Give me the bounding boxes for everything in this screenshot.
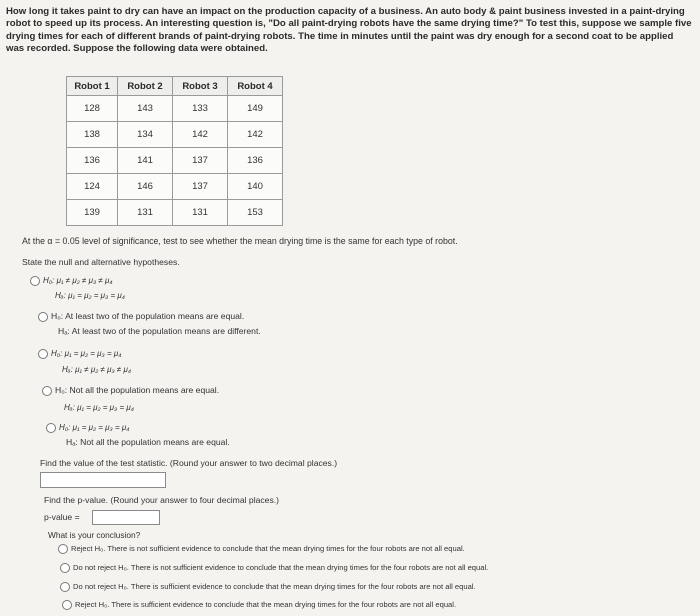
table-row: [67, 200, 283, 226]
hypothesis-option-4[interactable]: [42, 385, 219, 396]
radio-button[interactable]: [42, 386, 52, 396]
test-statistic-input[interactable]: [40, 472, 166, 488]
table-cell: 143: [118, 96, 173, 122]
radio-button[interactable]: [38, 349, 48, 359]
conclusion-option-4[interactable]: Reject H₀. There is sufficient evidence to conclude that the mean drying times for the four robots are not all equal.: [62, 600, 456, 610]
table-row: [67, 96, 283, 122]
significance-text: At the α = 0.05 level of significance, test to see whether the mean drying time is the same for each type of robot.: [22, 236, 458, 246]
table-cell: 128: [67, 96, 118, 122]
table-cell: 141: [118, 148, 173, 174]
hypotheses-prompt: State the null and alternative hypotheses.: [22, 257, 180, 267]
column-header: Robot 3: [173, 77, 228, 96]
conclusion-option-1[interactable]: Reject H₀. There is not sufficient evidence to conclude that the mean drying times for the four robots are not all equal.: [58, 544, 465, 554]
radio-button[interactable]: [46, 423, 56, 433]
radio-button[interactable]: [30, 276, 40, 286]
table-cell: 149: [228, 96, 283, 122]
alt-hypothesis: Hₐ: μ₁ = μ₂ = μ₃ = μ₄: [55, 291, 125, 300]
table-cell: 124: [67, 174, 118, 200]
table-row: [67, 174, 283, 200]
alt-hypothesis: Hₐ: At least two of the population means are different.: [58, 326, 261, 336]
table-cell: 139: [67, 200, 118, 226]
pvalue-input[interactable]: [92, 510, 160, 525]
table-cell: 140: [228, 174, 283, 200]
table-cell: 131: [173, 200, 228, 226]
table-cell: 146: [118, 174, 173, 200]
table-cell: 153: [228, 200, 283, 226]
conclusion-option-3[interactable]: Do not reject H₀. There is sufficient evidence to conclude that the mean drying times for the four robots are not all equal.: [60, 582, 476, 592]
table-cell: 136: [67, 148, 118, 174]
hypothesis-option-3[interactable]: [38, 348, 121, 359]
null-hypothesis: H₀: μ₁ ≠ μ₂ ≠ μ₃ ≠ μ₄: [43, 276, 113, 285]
table-cell: 138: [67, 122, 118, 148]
pvalue-label: p-value =: [44, 512, 80, 522]
table-cell: 142: [173, 122, 228, 148]
null-hypothesis: H₀: μ₁ = μ₂ = μ₃ = μ₄: [59, 423, 130, 432]
column-header: Robot 1: [67, 77, 118, 96]
alt-hypothesis: Hₐ: Not all the population means are equal.: [66, 437, 230, 447]
table-cell: 137: [173, 148, 228, 174]
null-hypothesis: H₀: Not all the population means are equal.: [55, 385, 220, 395]
alt-hypothesis: Hₐ: μ₁ ≠ μ₂ ≠ μ₃ ≠ μ₄: [62, 365, 132, 374]
pvalue-prompt: Find the p-value. (Round your answer to four decimal places.): [44, 495, 280, 505]
radio-button[interactable]: [62, 600, 72, 610]
conclusion-prompt: What is your conclusion?: [48, 530, 141, 540]
table-cell: 136: [228, 148, 283, 174]
radio-button[interactable]: [58, 544, 68, 554]
table-row: [67, 148, 283, 174]
table-cell: 137: [173, 174, 228, 200]
table-cell: 134: [118, 122, 173, 148]
radio-button[interactable]: [60, 563, 70, 573]
hypothesis-option-2[interactable]: [38, 311, 244, 322]
radio-button[interactable]: [60, 582, 70, 592]
table-cell: 142: [228, 122, 283, 148]
drying-times-table: [66, 76, 283, 226]
table-header-row: [67, 77, 283, 96]
null-hypothesis: H₀: At least two of the population means are equal.: [51, 311, 245, 321]
null-hypothesis: H₀: μ₁ = μ₂ = μ₃ = μ₄: [51, 349, 122, 358]
conclusion-option-2[interactable]: Do not reject H₀. There is not sufficient evidence to conclude that the mean drying times for the four robots are not all equal.: [60, 563, 488, 573]
hypothesis-option-1[interactable]: [30, 275, 113, 286]
table-row: [67, 122, 283, 148]
problem-intro: How long it takes paint to dry can have an impact on the production capacity of a business. An auto body & paint business invested in a paint-drying robot to speed up its process. An interesting question is, "Do all paint-drying robots have the same drying time?" To test this, suppose we sample five drying times for each of different brands of paint-drying robots. The time in minutes until the paint was dry enough for a second coat to be applied was recorded. Suppose the following data were obtained.: [6, 6, 692, 55]
table-cell: 131: [118, 200, 173, 226]
column-header: Robot 4: [228, 77, 283, 96]
alt-hypothesis: Hₐ: μ₁ = μ₂ = μ₃ = μ₄: [64, 403, 134, 412]
column-header: Robot 2: [118, 77, 173, 96]
test-statistic-prompt: Find the value of the test statistic. (Round your answer to two decimal places.): [40, 458, 338, 468]
radio-button[interactable]: [38, 312, 48, 322]
hypothesis-option-5[interactable]: [46, 422, 129, 433]
table-cell: 133: [173, 96, 228, 122]
